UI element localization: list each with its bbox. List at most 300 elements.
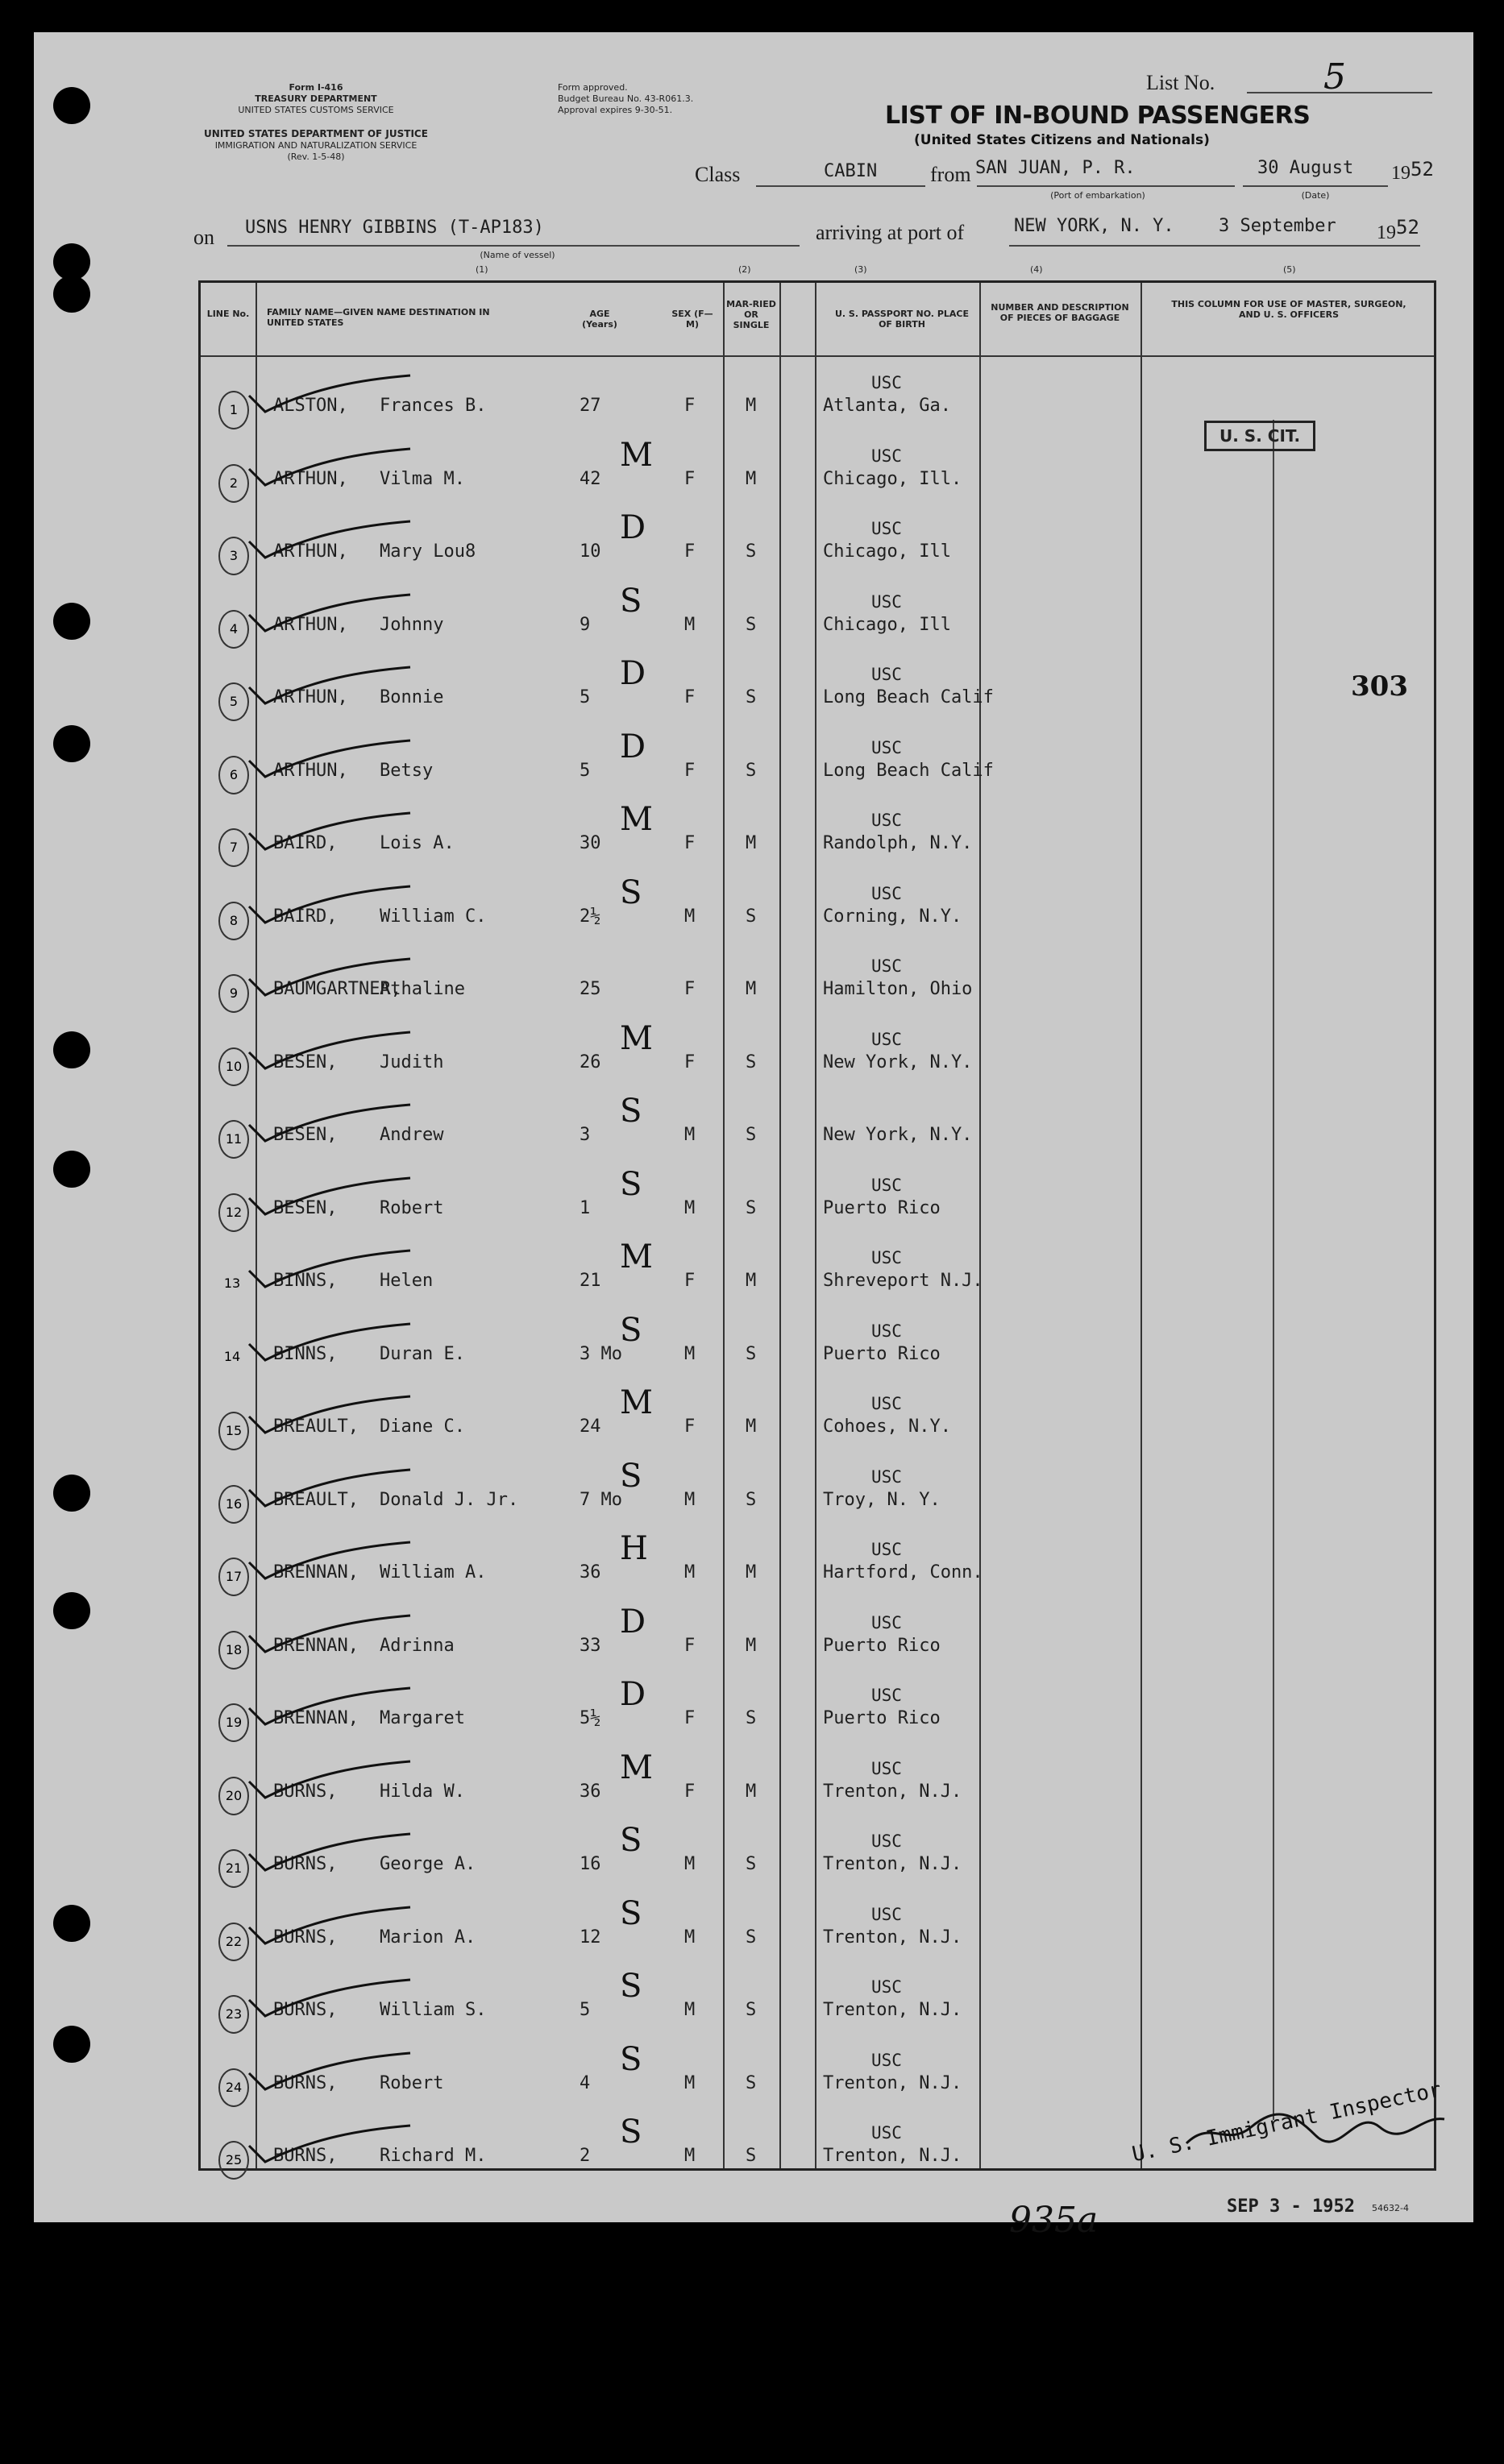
- table-row: [201, 1451, 1434, 1524]
- place-of-birth: Chicago, Ill: [823, 541, 951, 562]
- line-number: 16: [218, 1485, 249, 1524]
- handwritten-mark: M: [620, 1748, 653, 1786]
- family-name: BAIRD,: [273, 833, 338, 853]
- sex: M: [684, 1125, 696, 1145]
- given-name: Duran E.: [380, 1343, 465, 1364]
- age: 5: [580, 687, 591, 707]
- class-value: CABIN: [824, 161, 878, 181]
- class-label: Class: [695, 163, 741, 186]
- bottom-handwritten-number: 935a: [1009, 2200, 1099, 2241]
- table-row: [201, 357, 1434, 430]
- table-row: [201, 1524, 1434, 1597]
- marital-status: S: [746, 1052, 757, 1072]
- table-row: [201, 940, 1434, 1014]
- age: 21: [580, 1271, 601, 1291]
- punch-hole: [53, 1031, 90, 1068]
- family-name: BURNS,: [273, 2000, 338, 2020]
- from-value: SAN JUAN, P. R.: [975, 158, 1136, 178]
- sex: M: [684, 2146, 696, 2166]
- citizenship: USC: [871, 1977, 902, 1997]
- handwritten-mark: M: [620, 801, 653, 838]
- marital-status: S: [746, 2000, 757, 2020]
- check-stroke: [249, 959, 410, 995]
- line-number: 17: [218, 1558, 249, 1596]
- age: 42: [580, 468, 601, 489]
- family-name: BRENNAN,: [273, 1562, 359, 1583]
- check-mark: [241, 809, 418, 857]
- sex: F: [684, 1635, 696, 1656]
- arrival-date: 3 September: [1219, 216, 1336, 236]
- citizenship: USC: [871, 591, 902, 612]
- given-name: Marion A.: [380, 1927, 476, 1948]
- handwritten-mark: H: [620, 1530, 648, 1567]
- check-mark: [241, 1612, 418, 1660]
- family-name: BESEN,: [273, 1125, 338, 1145]
- given-name: Andrew: [380, 1125, 444, 1145]
- sex: M: [684, 1489, 696, 1510]
- family-name: ALSTON,: [273, 396, 348, 416]
- family-name: BAIRD,: [273, 906, 338, 927]
- arrival-line: [1009, 245, 1420, 247]
- sex: M: [684, 1343, 696, 1364]
- marital-status: S: [746, 1854, 757, 1874]
- page-number: 303: [1351, 670, 1408, 703]
- sex: F: [684, 1781, 696, 1802]
- marital-status: S: [746, 2072, 757, 2093]
- col-num-1: (1): [476, 264, 488, 275]
- family-name: BREAULT,: [273, 1417, 359, 1437]
- place-of-birth: Puerto Rico: [823, 1343, 941, 1364]
- sex: M: [684, 2072, 696, 2093]
- age: 4: [580, 2072, 591, 2093]
- col-header-married: MAR-RIED OR SINGLE: [726, 299, 776, 330]
- place-of-birth: New York, N.Y.: [823, 1052, 973, 1072]
- line-number: 19: [218, 1703, 249, 1742]
- col-header-sex: SEX (F—M): [671, 309, 713, 330]
- check-mark: [241, 1830, 418, 1878]
- citizenship: USC: [871, 811, 902, 830]
- table-row: [201, 722, 1434, 795]
- sex: M: [684, 614, 696, 635]
- sex: F: [684, 1417, 696, 1437]
- punch-hole: [53, 725, 90, 762]
- page-subtitle: (United States Citizens and Nationals): [914, 132, 1210, 148]
- given-name: Betsy: [380, 760, 434, 781]
- col-header-passport: U. S. PASSPORT NO. PLACE OF BIRTH: [834, 309, 969, 330]
- citizenship: USC: [871, 2123, 902, 2143]
- given-name: Mary Lou8: [380, 541, 476, 562]
- col-num-4: (4): [1030, 264, 1043, 275]
- marital-status: S: [746, 1927, 757, 1948]
- sex: M: [684, 1854, 696, 1874]
- line-number: 21: [218, 1849, 249, 1888]
- check-stroke: [249, 740, 410, 777]
- sex: F: [684, 468, 696, 489]
- check-stroke: [249, 1032, 410, 1068]
- given-name: Robert: [380, 2072, 444, 2093]
- line-number: 23: [218, 1995, 249, 2034]
- given-name: Vilma M.: [380, 468, 465, 489]
- age: 30: [580, 833, 601, 853]
- age: 2½: [580, 906, 601, 927]
- marital-status: M: [746, 1635, 757, 1656]
- line-number: 5: [218, 682, 249, 721]
- punch-hole: [53, 87, 90, 124]
- marital-status: M: [746, 1562, 757, 1583]
- place-of-birth: Troy, N. Y.: [823, 1489, 941, 1510]
- marital-status: S: [746, 2146, 757, 2166]
- from-label: from: [930, 163, 971, 186]
- line-number: 25: [218, 2141, 249, 2180]
- family-name: ARTHUN,: [273, 468, 348, 489]
- punch-hole: [53, 1905, 90, 1942]
- age: 25: [580, 979, 601, 999]
- marital-status: S: [746, 1125, 757, 1145]
- place-of-birth: Trenton, N.J.: [823, 1781, 962, 1802]
- year-prefix: 19: [1391, 163, 1411, 184]
- place-of-birth: Cohoes, N.Y.: [823, 1417, 951, 1437]
- citizenship: USC: [871, 1394, 902, 1413]
- table-row: [201, 794, 1434, 868]
- place-of-birth: Puerto Rico: [823, 1708, 941, 1728]
- passenger-table: [198, 280, 1436, 2171]
- place-of-birth: Hamilton, Ohio: [823, 979, 973, 999]
- given-name: Judith: [380, 1052, 444, 1072]
- given-name: Athaline: [380, 979, 465, 999]
- check-stroke: [249, 1542, 410, 1578]
- vessel-line: [227, 245, 800, 247]
- check-stroke: [249, 1396, 410, 1433]
- handwritten-mark: D: [620, 1676, 646, 1713]
- check-mark: [241, 736, 418, 785]
- marital-status: M: [746, 396, 757, 416]
- departure-date: 30 August: [1257, 158, 1354, 178]
- form-code: 54632-4: [1372, 2203, 1409, 2213]
- dept-treasury: TREASURY DEPARTMENT: [255, 93, 377, 104]
- table-row: [201, 503, 1434, 576]
- handwritten-mark: S: [620, 1165, 642, 1203]
- given-name: Johnny: [380, 614, 444, 635]
- approval-line1: Form approved.: [558, 82, 628, 93]
- age: 24: [580, 1417, 601, 1437]
- citizenship: USC: [871, 1612, 902, 1632]
- age: 16: [580, 1854, 601, 1874]
- check-mark: [241, 371, 418, 420]
- line-number: 2: [218, 464, 249, 503]
- citizenship: USC: [871, 737, 902, 757]
- age: 10: [580, 541, 601, 562]
- inspector-signature: [1178, 2103, 1452, 2151]
- handwritten-mark: D: [620, 655, 646, 692]
- place-of-birth: Trenton, N.J.: [823, 2072, 962, 2093]
- col-num-3: (3): [854, 264, 867, 275]
- age: 3 Mo: [580, 1343, 622, 1364]
- given-name: Donald J. Jr.: [380, 1489, 519, 1510]
- manifest-page: [34, 32, 1473, 2241]
- handwritten-mark: S: [620, 1894, 642, 1932]
- handwritten-mark: S: [620, 2040, 642, 2078]
- place-of-birth: Long Beach Calif: [823, 760, 994, 781]
- table-row: [201, 649, 1434, 722]
- marital-status: S: [746, 760, 757, 781]
- family-name: BINNS,: [273, 1343, 338, 1364]
- given-name: Margaret: [380, 1708, 465, 1728]
- col-header-line: LINE No.: [206, 309, 250, 319]
- check-stroke: [249, 1834, 410, 1870]
- dept-customs: UNITED STATES CUSTOMS SERVICE: [238, 105, 394, 115]
- table-row: [201, 1889, 1434, 1962]
- check-mark: [241, 1976, 418, 2024]
- punch-hole: [53, 2026, 90, 2063]
- check-stroke: [249, 2053, 410, 2089]
- citizenship: USC: [871, 1248, 902, 1267]
- col-header-age: AGE (Years): [582, 309, 617, 330]
- ditto-line: [1273, 420, 1274, 2120]
- handwritten-mark: S: [620, 1311, 642, 1349]
- sex: M: [684, 1927, 696, 1948]
- sex: F: [684, 541, 696, 562]
- age: 3: [580, 1125, 591, 1145]
- family-name: ARTHUN,: [273, 614, 348, 635]
- marital-status: S: [746, 1489, 757, 1510]
- given-name: George A.: [380, 1854, 476, 1874]
- sex: M: [684, 1197, 696, 1218]
- sex: F: [684, 396, 696, 416]
- place-of-birth: Corning, N.Y.: [823, 906, 962, 927]
- handwritten-mark: S: [620, 1822, 642, 1859]
- place-of-birth: Atlanta, Ga.: [823, 396, 951, 416]
- table-row: [201, 1815, 1434, 1889]
- check-mark: [241, 591, 418, 639]
- handwritten-mark: D: [620, 728, 646, 765]
- approval-line2: Budget Bureau No. 43-R061.3.: [558, 93, 694, 104]
- arriving-label: arriving at port of: [816, 221, 965, 244]
- place-of-birth: Chicago, Ill.: [823, 468, 962, 489]
- family-name: ARTHUN,: [273, 687, 348, 707]
- handwritten-mark: S: [620, 1457, 642, 1495]
- check-stroke: [249, 1251, 410, 1287]
- check-stroke: [249, 2126, 410, 2162]
- check-stroke: [249, 1105, 410, 1141]
- citizenship: USC: [871, 373, 902, 392]
- citizenship: USC: [871, 1831, 902, 1851]
- citizenship: USC: [871, 883, 902, 903]
- line-number: 1: [218, 391, 249, 429]
- family-name: BURNS,: [273, 2072, 338, 2093]
- check-stroke: [249, 1470, 410, 1506]
- page-title: LIST OF IN-BOUND PASSENGERS: [885, 102, 1311, 130]
- family-name: BURNS,: [273, 1927, 338, 1948]
- arrival-port: NEW YORK, N. Y.: [1014, 216, 1174, 236]
- check-mark: [241, 1392, 418, 1441]
- citizenship: USC: [871, 519, 902, 538]
- check-stroke: [249, 595, 410, 631]
- check-stroke: [249, 813, 410, 849]
- place-of-birth: Randolph, N.Y.: [823, 833, 973, 853]
- given-name: Richard M.: [380, 2146, 487, 2166]
- citizenship: USC: [871, 1029, 902, 1049]
- line-number: 15: [218, 1412, 249, 1450]
- vessel-note: (Name of vessel): [480, 250, 555, 260]
- check-stroke: [249, 521, 410, 558]
- marital-status: S: [746, 687, 757, 707]
- given-name: William A.: [380, 1562, 487, 1583]
- table-row: [201, 1086, 1434, 1159]
- punch-hole: [53, 1475, 90, 1512]
- handwritten-mark: M: [620, 1238, 653, 1276]
- sex: M: [684, 906, 696, 927]
- check-mark: [241, 1538, 418, 1587]
- citizenship: USC: [871, 446, 902, 466]
- approval-line3: Approval expires 9-30-51.: [558, 105, 673, 115]
- citizenship: USC: [871, 1466, 902, 1487]
- citizenship: USC: [871, 1686, 902, 1705]
- age: 9: [580, 614, 591, 635]
- sex: M: [684, 2000, 696, 2020]
- table-row: [201, 1743, 1434, 1816]
- sex: F: [684, 1052, 696, 1072]
- check-stroke: [249, 667, 410, 703]
- inspector-stamp: U. S. Immigrant Inspector: [1130, 2077, 1444, 2167]
- check-mark: [241, 1247, 418, 1295]
- line-number: 10: [218, 1047, 249, 1086]
- age: 2: [580, 2146, 591, 2166]
- citizenship: USC: [871, 1175, 902, 1195]
- check-mark: [241, 1903, 418, 1952]
- marital-status: M: [746, 833, 757, 853]
- table-row: [201, 2035, 1434, 2108]
- line-number: 11: [218, 1120, 249, 1159]
- place-of-birth: Puerto Rico: [823, 1197, 941, 1218]
- handwritten-mark: D: [620, 509, 646, 546]
- arrival-date-stamp: SEP 3 - 1952: [1227, 2196, 1355, 2217]
- age: 36: [580, 1781, 601, 1802]
- line-number: 8: [218, 902, 249, 940]
- date-line: [1243, 185, 1388, 187]
- sex: M: [684, 1562, 696, 1583]
- age: 12: [580, 1927, 601, 1948]
- table-row: [201, 1232, 1434, 1305]
- family-name: BREAULT,: [273, 1489, 359, 1510]
- citizenship: USC: [871, 1904, 902, 1924]
- check-stroke: [249, 1324, 410, 1360]
- place-of-birth: Trenton, N.J.: [823, 1927, 962, 1948]
- given-name: Lois A.: [380, 833, 455, 853]
- table-row: [201, 1961, 1434, 2035]
- line-number: 14: [223, 1348, 241, 1364]
- col-num-2: (2): [738, 264, 751, 275]
- family-name: BAUMGARTNER,: [273, 979, 401, 999]
- place-of-birth: Chicago, Ill: [823, 614, 951, 635]
- age: 1: [580, 1197, 591, 1218]
- line-number: 22: [218, 1923, 249, 1961]
- place-of-birth: Shreveport N.J.: [823, 1271, 983, 1291]
- sex: F: [684, 1708, 696, 1728]
- age: 7 Mo: [580, 1489, 622, 1510]
- form-revision: (Rev. 1-5-48): [287, 151, 345, 162]
- handwritten-mark: S: [620, 873, 642, 911]
- given-name: Diane C.: [380, 1417, 465, 1437]
- marital-status: M: [746, 979, 757, 999]
- given-name: Robert: [380, 1197, 444, 1218]
- punch-hole: [53, 276, 90, 313]
- check-mark: [241, 1174, 418, 1222]
- line-number: 12: [218, 1193, 249, 1232]
- check-mark: [241, 1466, 418, 1514]
- marital-status: M: [746, 1271, 757, 1291]
- sex: F: [684, 833, 696, 853]
- citizenship: USC: [871, 956, 902, 976]
- handwritten-mark: M: [620, 1384, 653, 1421]
- table-row: [201, 1597, 1434, 1670]
- vessel-name: USNS HENRY GIBBINS (T-AP183): [245, 218, 544, 238]
- age: 5: [580, 2000, 591, 2020]
- check-mark: [241, 955, 418, 1003]
- family-name: BESEN,: [273, 1052, 338, 1072]
- handwritten-mark: S: [620, 582, 642, 620]
- check-stroke: [249, 1178, 410, 1214]
- handwritten-mark: S: [620, 1093, 642, 1130]
- marital-status: S: [746, 1197, 757, 1218]
- line-number: 6: [218, 756, 249, 794]
- dept-justice: UNITED STATES DEPARTMENT OF JUSTICE: [204, 128, 428, 139]
- family-name: BESEN,: [273, 1197, 338, 1218]
- arrival-year-prefix: 19: [1377, 222, 1396, 243]
- family-name: BINNS,: [273, 1271, 338, 1291]
- marital-status: S: [746, 1343, 757, 1364]
- year-value: 52: [1411, 158, 1434, 180]
- family-name: BURNS,: [273, 1854, 338, 1874]
- place-of-birth: Trenton, N.J.: [823, 1854, 962, 1874]
- table-row: [201, 1014, 1434, 1087]
- given-name: Adrinna: [380, 1635, 455, 1656]
- sex: F: [684, 979, 696, 999]
- line-number: 24: [218, 2068, 249, 2107]
- sex: F: [684, 760, 696, 781]
- line-number: 20: [218, 1777, 249, 1815]
- check-stroke: [249, 1907, 410, 1943]
- punch-hole: [53, 603, 90, 640]
- handwritten-mark: M: [620, 436, 653, 474]
- marital-status: S: [746, 1708, 757, 1728]
- given-name: William S.: [380, 2000, 487, 2020]
- line-number: 9: [218, 974, 249, 1013]
- check-stroke: [249, 886, 410, 923]
- line-number: 3: [218, 537, 249, 575]
- handwritten-mark: S: [620, 1968, 642, 2005]
- punch-hole: [53, 1151, 90, 1188]
- from-line: [977, 185, 1235, 187]
- check-mark: [241, 1320, 418, 1368]
- place-of-birth: Puerto Rico: [823, 1635, 941, 1656]
- punch-hole: [53, 1592, 90, 1629]
- check-stroke: [249, 1688, 410, 1724]
- citizenship: USC: [871, 1321, 902, 1341]
- family-name: ARTHUN,: [273, 760, 348, 781]
- place-of-birth: Hartford, Conn.: [823, 1562, 983, 1583]
- family-name: BRENNAN,: [273, 1708, 359, 1728]
- list-no-label: List No.: [1146, 71, 1215, 94]
- given-name: Helen: [380, 1271, 434, 1291]
- age: 26: [580, 1052, 601, 1072]
- sex: F: [684, 1271, 696, 1291]
- citizenship: USC: [871, 1758, 902, 1778]
- table-row: [201, 1305, 1434, 1379]
- given-name: Bonnie: [380, 687, 444, 707]
- citizenship: USC: [871, 2050, 902, 2070]
- on-label: on: [193, 226, 214, 249]
- arrival-year: 52: [1396, 216, 1419, 239]
